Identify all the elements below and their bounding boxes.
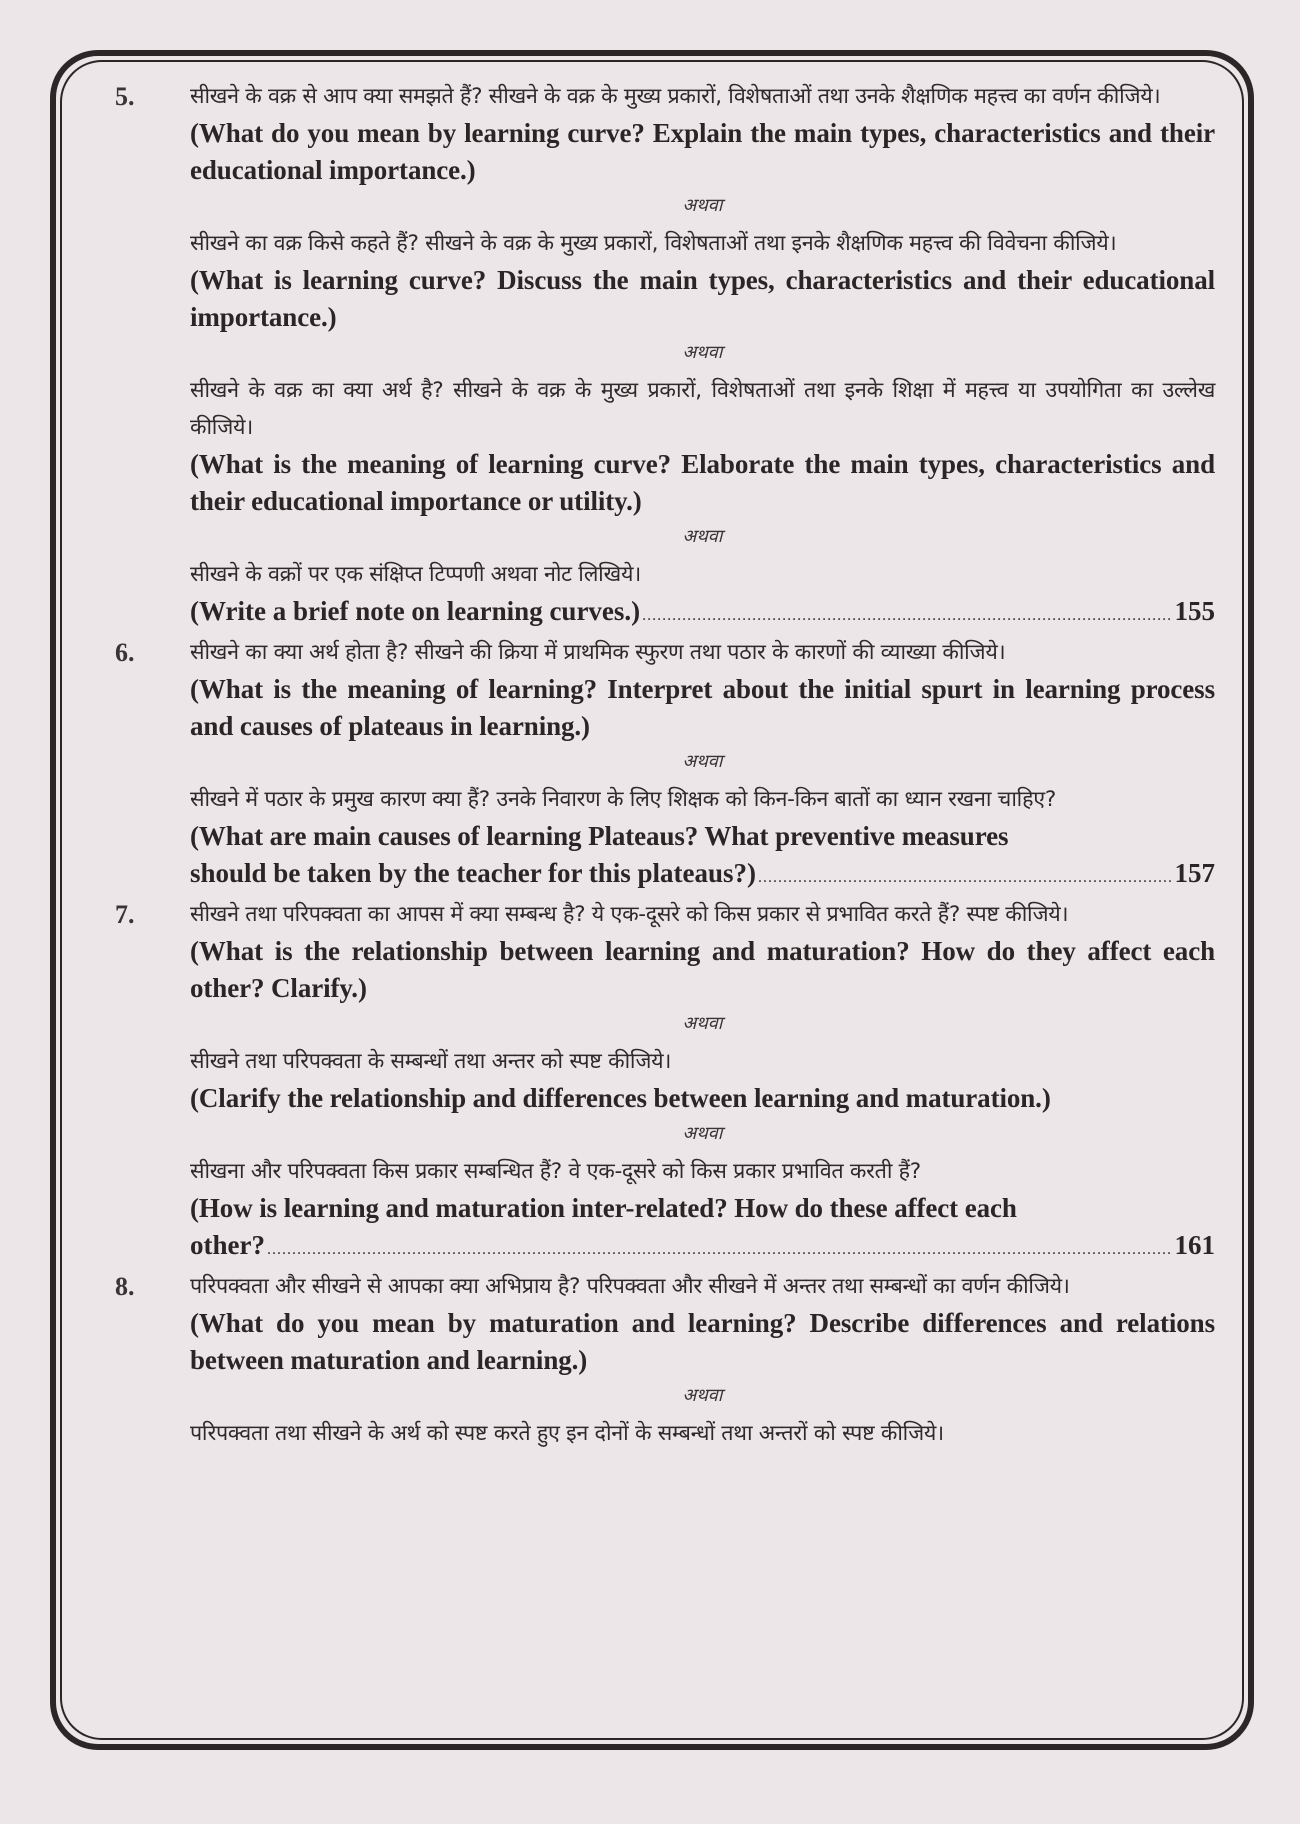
question-8 bbox=[115, 1268, 1215, 1452]
question-english: (What is learning curve? Discuss the main types, characteristics and their educational importance.) bbox=[190, 265, 1215, 332]
question-english: other? bbox=[190, 1230, 265, 1260]
or-separator: अथवा bbox=[682, 1385, 723, 1406]
page-number: 161 bbox=[1174, 1230, 1215, 1260]
leader-dots bbox=[267, 1231, 1173, 1268]
leader-dots bbox=[642, 597, 1172, 634]
question-hindi: सीखने के वक्र का क्या अर्थ है? सीखने के वक्र के मुख्य प्रकारों, विशेषताओं तथा इनके शिक्षा में महत्त्व या उपयोगिता का उल्लेख कीजिये। bbox=[190, 378, 1215, 440]
question-hindi: सीखना और परिपक्वता किस प्रकार सम्बन्धित हैं? वे एक-दूसरे को किस प्रकार प्रभावित करती हैं? bbox=[190, 1159, 921, 1184]
question-english: (What is the meaning of learning? Interpret about the initial spurt in learning process and causes of plateaus in learning.) bbox=[190, 674, 1215, 741]
question-hindi: सीखने का क्या अर्थ होता है? सीखने की क्रिया में प्राथमिक स्फुरण तथा पठार के कारणों की व्याख्या कीजिये। bbox=[190, 640, 1006, 665]
question-english: (What is the relationship between learning and maturation? How do they affect each other? Clarify.) bbox=[190, 936, 1215, 1003]
question-hindi: सीखने का वक्र किसे कहते हैं? सीखने के वक्र के मुख्य प्रकारों, विशेषताओं तथा इनके शैक्षणिक महत्त्व की विवेचना कीजिये। bbox=[190, 231, 1117, 256]
question-hindi: परिपक्वता और सीखने से आपका क्या अभिप्राय है? परिपक्वता और सीखने में अन्तर तथा सम्बन्धों का वर्णन कीजिये। bbox=[190, 1274, 1070, 1299]
question-number: 8. bbox=[115, 1272, 135, 1301]
question-hindi: सीखने में पठार के प्रमुख कारण क्या हैं? उनके निवारण के लिए शिक्षक को किन-किन बातों का ध्यान रखना चाहिए? bbox=[190, 787, 1056, 812]
or-separator: अथवा bbox=[682, 195, 723, 216]
question-hindi: सीखने के वक्र से आप क्या समझते हैं? सीखने के वक्र के मुख्य प्रकारों, विशेषताओं तथा उनके शैक्षणिक महत्त्व का वर्णन कीजिये। bbox=[190, 84, 1161, 109]
question-6 bbox=[115, 634, 1215, 896]
toc-entry bbox=[190, 1227, 1215, 1268]
question-english: (Write a brief note on learning curves.) bbox=[190, 596, 641, 626]
question-hindi: सीखने तथा परिपक्वता के सम्बन्धों तथा अन्तर को स्पष्ट कीजिये। bbox=[190, 1049, 672, 1074]
question-english: (What is the meaning of learning curve? Elaborate the main types, characteristics and their educational importance or utility.) bbox=[190, 449, 1215, 516]
question-number: 7. bbox=[115, 900, 135, 929]
question-hindi: परिपक्वता तथा सीखने के अर्थ को स्पष्ट करते हुए इन दोनों के सम्बन्धों तथा अन्तरों को स्पष्ट कीजिये। bbox=[190, 1421, 944, 1446]
question-english: (What do you mean by maturation and learning? Describe differences and relations between maturation and learning.) bbox=[190, 1308, 1215, 1375]
page-number: 155 bbox=[1174, 596, 1215, 626]
page-number: 157 bbox=[1174, 858, 1215, 888]
question-number: 6. bbox=[115, 638, 135, 667]
question-hindi: सीखने तथा परिपक्वता का आपस में क्या सम्बन्ध है? ये एक-दूसरे को किस प्रकार से प्रभावित करते हैं? स्पष्ट कीजिये। bbox=[190, 902, 1069, 927]
or-separator: अथवा bbox=[682, 1013, 723, 1034]
question-english: (What are main causes of learning Plateaus? What preventive measures bbox=[190, 821, 1009, 851]
question-5 bbox=[115, 78, 1215, 634]
question-english: (Clarify the relationship and differences between learning and maturation.) bbox=[190, 1083, 1051, 1113]
or-separator: अथवा bbox=[682, 342, 723, 363]
question-7 bbox=[115, 896, 1215, 1268]
question-list bbox=[115, 78, 1215, 1452]
question-hindi: सीखने के वक्रों पर एक संक्षिप्त टिप्पणी अथवा नोट लिखिये। bbox=[190, 562, 641, 587]
question-number: 5. bbox=[115, 82, 135, 111]
question-english: (What do you mean by learning curve? Explain the main types, characteristics and their educational importance.) bbox=[190, 118, 1215, 185]
question-english: should be taken by the teacher for this plateaus?) bbox=[190, 858, 757, 888]
toc-entry bbox=[190, 855, 1215, 896]
or-separator: अथवा bbox=[682, 1123, 723, 1144]
question-english: (How is learning and maturation inter-related? How do these affect each bbox=[190, 1193, 1017, 1223]
leader-dots bbox=[758, 859, 1172, 896]
toc-entry bbox=[190, 593, 1215, 634]
or-separator: अथवा bbox=[682, 526, 723, 547]
or-separator: अथवा bbox=[682, 751, 723, 772]
